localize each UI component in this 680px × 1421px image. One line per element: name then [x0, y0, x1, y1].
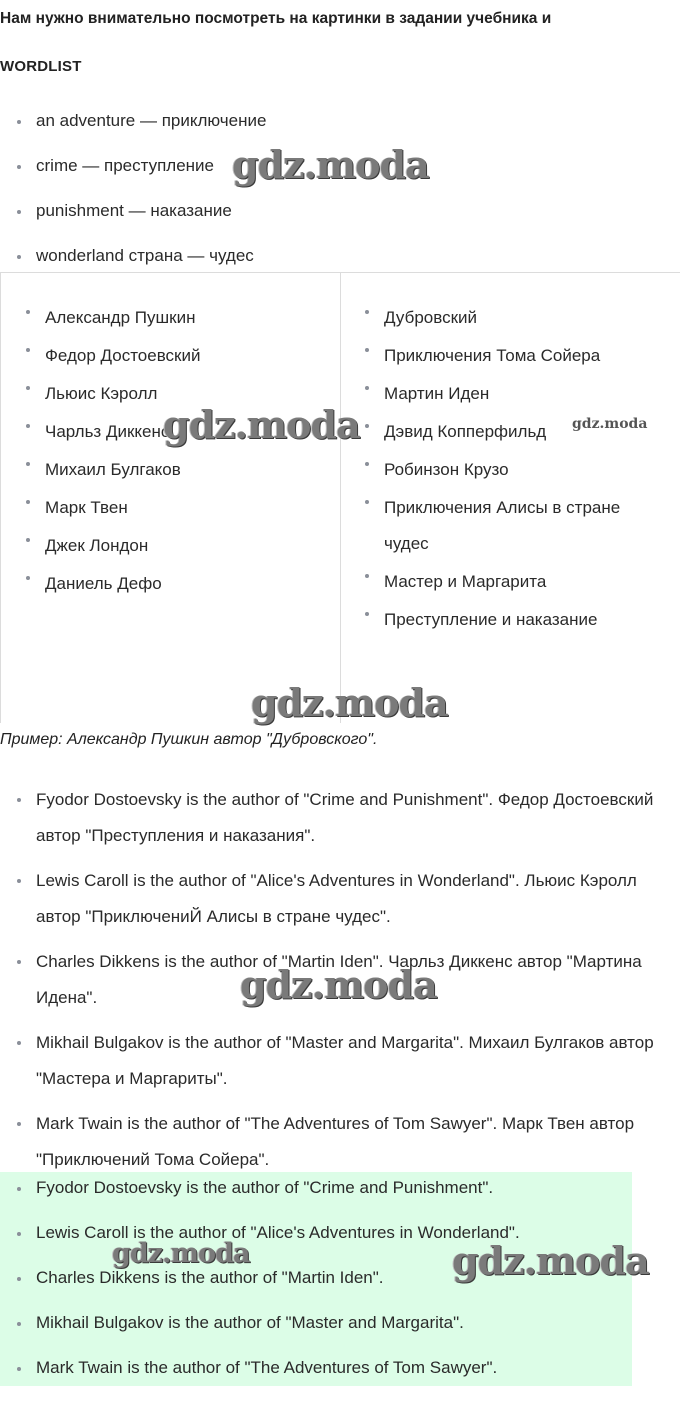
author-item: Даниель Дефо	[9, 566, 201, 611]
author-item: Чарльз Диккенс	[9, 414, 201, 459]
watermark-logo: gdz.moda	[163, 402, 360, 447]
list-item: an adventure — приключение	[0, 110, 680, 155]
author-item: Михаил Булгаков	[9, 452, 201, 497]
watermark-logo: gdz.moda	[572, 416, 648, 432]
book-item: Робинзон Крузо	[348, 452, 654, 497]
authors-column	[0, 273, 341, 723]
wordlist	[0, 110, 680, 290]
author-item: Федор Достоевский	[9, 338, 201, 383]
watermark-logo: gdz.moda	[232, 142, 429, 187]
answer-item: Mark Twain is the author of "The Adventures of Tom Sawyer". Марк Твен автор "Приключений Тома Сойера".	[0, 1106, 670, 1187]
watermark-logo: gdz.moda	[112, 1238, 250, 1269]
book-item: Мартин Иден	[348, 376, 654, 421]
final-answer-item: Fyodor Dostoevsky is the author of "Crime and Punishment".	[0, 1177, 632, 1222]
matching-table	[0, 272, 680, 723]
book-item: Приключения Тома Сойера	[348, 338, 654, 383]
final-answer-item: Mark Twain is the author of "The Adventures of Tom Sawyer".	[0, 1357, 632, 1402]
intro-text: Нам нужно внимательно посмотреть на картинки в задании учебника и	[0, 10, 552, 27]
list-item: crime — преступление	[0, 155, 680, 200]
watermark-logo: gdz.moda	[251, 680, 448, 725]
watermark-logo: gdz.moda	[240, 962, 437, 1007]
example-sentence: Пример: Александр Пушкин автор "Дубровского".	[0, 731, 378, 748]
final-answers-list	[0, 1177, 632, 1402]
final-answer-item: Charles Dikkens is the author of "Martin Iden".	[0, 1267, 632, 1312]
book-item: Приключения Алисы в стране чудес	[348, 490, 654, 571]
book-item: Преступление и наказание	[348, 602, 654, 647]
author-item: Марк Твен	[9, 490, 201, 535]
book-item: Мастер и Маргарита	[348, 564, 654, 609]
answer-item: Mikhail Bulgakov is the author of "Master and Margarita". Михаил Булгаков автор "Мастера и Маргариты".	[0, 1025, 670, 1106]
watermark-logo: gdz.moda	[452, 1238, 649, 1283]
final-answer-item: Mikhail Bulgakov is the author of "Master and Margarita".	[0, 1312, 632, 1357]
author-item: Джек Лондон	[9, 528, 201, 573]
list-item: punishment — наказание	[0, 200, 680, 245]
wordlist-title: WORDLIST	[0, 58, 82, 75]
answer-item: Lewis Caroll is the author of "Alice's Adventures in Wonderland". Льюис Кэролл автор "ПриключениЙ Алисы в стране чудес".	[0, 863, 670, 944]
book-item: Дубровский	[348, 300, 654, 345]
final-answer-item: Lewis Caroll is the author of "Alice's Adventures in Wonderland".	[0, 1222, 632, 1267]
list-item: wonderland страна — чудес	[0, 245, 680, 290]
books-column	[340, 273, 680, 723]
author-item: Льюис Кэролл	[9, 376, 201, 421]
author-item: Александр Пушкин	[9, 300, 201, 345]
answer-item: Fyodor Dostoevsky is the author of "Crime and Punishment". Федор Достоевский автор "Преступления и наказания".	[0, 782, 670, 863]
book-item: Дэвид Копперфильд	[348, 414, 654, 459]
answer-item: Charles Dikkens is the author of "Martin Iden". Чарльз Диккенс автор "Мартина Идена".	[0, 944, 670, 1025]
